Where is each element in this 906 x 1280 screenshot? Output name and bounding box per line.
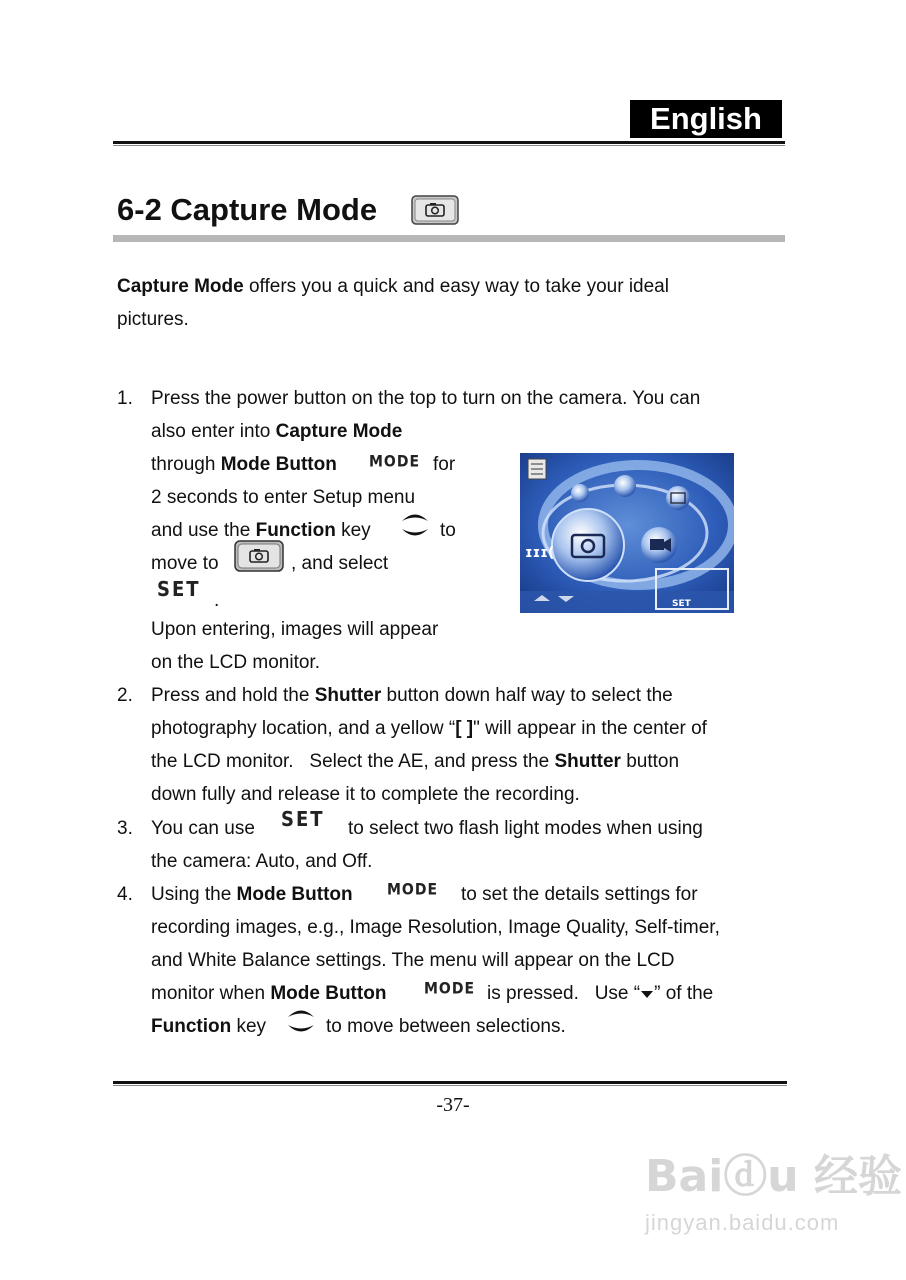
step-number: 2. bbox=[117, 685, 133, 706]
step-1-line-6: move to bbox=[151, 553, 219, 574]
step-1-line-7: . bbox=[214, 590, 220, 611]
capture-mode-icon bbox=[411, 195, 459, 225]
footer-rule-thin bbox=[113, 1085, 787, 1086]
step-2-line-1: Press and hold the Shutter button down half way to select the bbox=[151, 685, 673, 706]
watermark-logo: Baiⓓu 经验 bbox=[645, 1151, 902, 1202]
step-4-line-5-end: to move between selections. bbox=[326, 1016, 566, 1037]
step-1-line-3-end: for bbox=[433, 454, 456, 475]
set-button-label: SET bbox=[281, 807, 325, 832]
intro-text: offers you a quick and easy way to take your ideal bbox=[243, 276, 669, 297]
step-number: 1. bbox=[117, 388, 133, 409]
step-number: 3. bbox=[117, 818, 133, 839]
step-4-line-4: monitor when Mode Button bbox=[151, 983, 387, 1004]
step-4-line-3: and White Balance settings. The menu will appear on the LCD bbox=[151, 950, 675, 971]
set-button-label: SET bbox=[157, 577, 201, 602]
mode-button-label: MODE bbox=[369, 452, 421, 472]
step-4-line-4-end: is pressed. Use “ ” of the bbox=[487, 983, 714, 1004]
step-1-line-4: 2 seconds to enter Setup menu bbox=[151, 487, 416, 508]
section-title: 6-2 Capture Mode bbox=[117, 192, 378, 227]
header-rule-thin bbox=[113, 145, 785, 146]
page-number: -37- bbox=[436, 1094, 470, 1116]
step-2-line-3: the LCD monitor. Select the AE, and press the Shutter button bbox=[151, 751, 680, 772]
function-key-icon bbox=[285, 1006, 317, 1036]
intro-line-2: pictures. bbox=[117, 309, 189, 330]
down-arrow-icon bbox=[640, 989, 654, 999]
step-1-line-3: through Mode Button bbox=[151, 454, 337, 475]
baidu-watermark bbox=[645, 1140, 902, 1235]
function-key-icon bbox=[399, 510, 431, 540]
header-rule bbox=[113, 141, 785, 144]
step-1-line-5: and use the Function key bbox=[151, 520, 371, 541]
step-4-line-1: Using the Mode Button bbox=[151, 884, 353, 905]
footer-rule bbox=[113, 1081, 787, 1084]
intro-term: Capture Mode bbox=[117, 276, 244, 297]
step-3-line-1: You can use bbox=[151, 818, 255, 839]
step-1-line-6-end: , and select bbox=[291, 553, 389, 574]
mode-button-label: MODE bbox=[424, 979, 476, 999]
step-2-line-2: photography location, and a yellow “[ ]" will appear in the center of bbox=[151, 718, 707, 739]
step-number: 4. bbox=[117, 884, 133, 905]
lcd-set-label: SET bbox=[672, 599, 691, 609]
step-1-line-5-end: to bbox=[440, 520, 456, 541]
step-2-line-4: down fully and release it to complete the recording. bbox=[151, 784, 580, 805]
step-3-line-1-end: to select two flash light modes when using bbox=[348, 818, 703, 839]
svg-text:ɪɪɪ(: ɪɪɪ( bbox=[525, 545, 555, 561]
step-1-line-1: Press the power button on the top to turn on the camera. You can bbox=[151, 388, 701, 409]
capture-mode-icon bbox=[234, 540, 284, 572]
step-1-line-8: Upon entering, images will appear bbox=[151, 619, 439, 640]
step-1-line-2: also enter into Capture Mode bbox=[151, 421, 403, 442]
section-rule bbox=[113, 235, 785, 242]
step-1-line-9: on the LCD monitor. bbox=[151, 652, 320, 673]
mode-button-label: MODE bbox=[387, 880, 439, 900]
step-4-line-5: Function key bbox=[151, 1016, 267, 1037]
language-badge: English bbox=[630, 100, 782, 138]
lcd-capture-menu-image bbox=[520, 453, 734, 613]
step-4-line-2: recording images, e.g., Image Resolution, Image Quality, Self-timer, bbox=[151, 917, 720, 938]
step-4-line-1-end: to set the details settings for bbox=[461, 884, 698, 905]
step-3-line-2: the camera: Auto, and Off. bbox=[151, 851, 373, 872]
watermark-url: jingyan.baidu.com bbox=[645, 1210, 840, 1235]
intro-line-1 bbox=[117, 270, 669, 303]
